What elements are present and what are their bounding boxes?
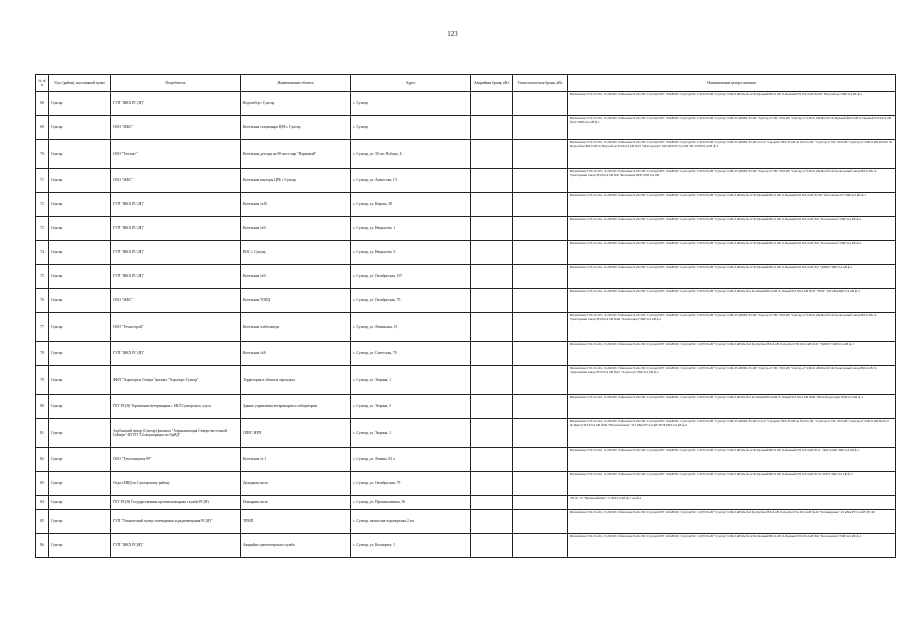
table-row xyxy=(36,289,896,313)
col-header-power-source: Наименование центра питания xyxy=(568,75,896,92)
power-source-cell xyxy=(568,193,896,217)
row-number-text: 86 xyxy=(40,543,44,548)
consumer-cell-text: ООО "Технострой" xyxy=(113,324,144,329)
tech-reserve-cell xyxy=(513,169,568,193)
power-source-cell-text: Вилюйская ГЭС/Л-201, Л-202/ПС Районная/Л-241/ПС Сунтар/ОРУ 110кВ/ПС Сунтар/ПС 110/35/6 кВ "Сунтар"/СШ-6 кВ/Яч.№12 Ф-Правый/ВЛ-6 кВ Л-Правый/ТП 6/0,4 кВ №11 "ДОСААФ"/ЩР-0,4 кВ ф-1 xyxy=(570,448,860,452)
consumer-cell xyxy=(111,169,241,193)
address-cell-text: с. Сунтар, ул. Промышленная, 36 xyxy=(353,500,406,505)
consumer-cell-text: ООО "Теплоэнергия-99" xyxy=(113,457,152,462)
consumer-cell-text: ГУП "Технический центр телевидения и радиовещания РС(Я)" xyxy=(113,519,213,524)
consumer-cell-text: ООО "Теплая+" xyxy=(113,151,138,156)
consumer-cell xyxy=(111,140,241,169)
table-row xyxy=(36,496,896,510)
tech-reserve-cell xyxy=(513,140,568,169)
emergency-reserve-cell xyxy=(471,510,513,534)
table-row xyxy=(36,116,896,140)
row-number xyxy=(36,289,49,313)
object-cell-text: Пожарная часть xyxy=(243,500,269,505)
object-cell xyxy=(241,395,351,419)
district-cell xyxy=(49,496,111,510)
address-cell xyxy=(351,395,471,419)
power-source-cell xyxy=(568,448,896,472)
row-number xyxy=(36,241,49,265)
object-cell-text: Котельная хлебозавода xyxy=(243,324,280,329)
table-row xyxy=(36,395,896,419)
object-cell-text: Котельная УОВД xyxy=(243,298,270,303)
power-source-cell-text: Вилюйская ГЭС/Л-201, Л-202/ПС Районная/Л-241/ПС Сунтар/ОРУ 110кВ/ПС Сунтар/ПС 110/35/6 кВ "Сунтар"/СШ-6 кВ/Яч.№12 Ф-Правый/ВЛ-6 кВ Л-Правый/ТП 6/0,4 кВ №2 "ДМШ"/ЩР-0,4 кВ ф-1 xyxy=(570,265,853,269)
object-cell-text: Котельная стационара ЦРБ с Сунтар xyxy=(243,125,301,130)
emergency-reserve-cell xyxy=(471,92,513,116)
tech-reserve-cell xyxy=(513,217,568,241)
power-source-cell xyxy=(568,289,896,313)
power-source-cell-text: Вилюйская ГЭС/Л-201, Л-202/ПС Районная/Л-241/ПС Сунтар/ОРУ 110кВ/ПС Сунтар/ПС 110/35/6 кВ "Сунтар"/СШ-35 кВ/ВЛ-35 кВ "Сунтар-2"/ПС 35/6 кВ "Сунтар-2"/СШ-6 кВ/Яч.№3 Ф-Тракторный завод/ВЛ-6 кВ Л-Тракторный завод/ТП 6/0,4 кВ №49 "Хлебозавод"/ЩР-0,4 кВ ф-1 xyxy=(570,313,877,322)
row-number-text: 85 xyxy=(40,519,44,524)
address-cell xyxy=(351,342,471,366)
object-cell xyxy=(241,472,351,496)
consumer-cell xyxy=(111,116,241,140)
address-cell xyxy=(351,366,471,395)
row-number xyxy=(36,342,49,366)
consumer-cell xyxy=(111,510,241,534)
row-number xyxy=(36,169,49,193)
address-cell-text: с. Сунтар, ул. Тюрина, 1 xyxy=(353,377,391,382)
power-source-cell xyxy=(568,534,896,558)
district-cell-text: Сунтар xyxy=(51,274,63,279)
tech-reserve-cell xyxy=(513,472,568,496)
power-source-cell xyxy=(568,169,896,193)
tech-reserve-cell xyxy=(513,193,568,217)
row-number xyxy=(36,510,49,534)
row-number xyxy=(36,193,49,217)
power-source-cell-text: Вилюйская ГЭС/Л-201, Л-202/ПС Районная/Л-241/ПС Сунтар/ОРУ 110кВ/ПС Сунтар/ПС 110/35/6 кВ "Сунтар"/СШ-6 кВ/Яч.№12 Ф-Правый/ВЛ-6 кВ Л-Правый/ТП 6/0,4 кВ №6 "Котельная-9"/ЩР-0,4 кВ ф-1 xyxy=(570,534,862,538)
row-number xyxy=(36,534,49,558)
object-cell xyxy=(241,265,351,289)
table-row xyxy=(36,366,896,395)
district-cell-text: Сунтар xyxy=(51,543,63,548)
object-cell xyxy=(241,366,351,395)
object-cell-text: ТРМП xyxy=(243,519,254,524)
address-cell-text: с. Сунтар, ул. Октябрьская, 79 xyxy=(353,298,401,303)
district-cell xyxy=(49,193,111,217)
district-cell-text: Сунтар xyxy=(51,226,63,231)
power-source-cell-text: Вилюйская ГЭС/Л-201, Л-202/ПС Районная/Л-241/ПС Сунтар/ОРУ 110кВ/ПС Сунтар/ПС 110/35/6 кВ "Сунтар"/СШ-6 кВ/Яч.№3 Ф-Левый/ВЛ-6 кВ Л-Левый/ТП 6/0,4 кВ №70 "ПТО" 250 кВА/ЩР-0,4 кВ ф-3 xyxy=(570,289,860,293)
address-cell-text: с. Сунтар, ул. Ленина, 81 а xyxy=(353,457,395,462)
consumer-cell xyxy=(111,265,241,289)
tech-reserve-cell xyxy=(513,92,568,116)
object-cell-text: Аварийно-диспетчерская служба xyxy=(243,543,295,548)
table-row xyxy=(36,313,896,342)
power-source-cell xyxy=(568,265,896,289)
district-cell-text: Сунтар xyxy=(51,125,63,130)
col-header-consumer: Потребитель xyxy=(111,75,241,92)
col-header-object: Наименование объекта xyxy=(241,75,351,92)
emergency-reserve-cell xyxy=(471,193,513,217)
table-row xyxy=(36,140,896,169)
address-cell xyxy=(351,265,471,289)
object-cell xyxy=(241,534,351,558)
address-cell xyxy=(351,241,471,265)
tech-reserve-cell xyxy=(513,419,568,448)
row-number-text: 81 xyxy=(40,430,44,435)
district-cell-text: Сунтар xyxy=(51,202,63,207)
tech-reserve-cell xyxy=(513,313,568,342)
row-number-text: 71 xyxy=(40,178,44,183)
power-source-cell-text: Вилюйская ГЭС/Л-201, Л-202/ПС Районная/Л-241/ПС Сунтар/ОРУ 110кВ/ПС Сунтар/ПС 110/35/6 кВ "Сунтар"/СШ-6 кВ/Яч.№12 Ф-Правый/ВЛ-6 кВ Л-Правый/ТП 6/0,4 кВ №6 "Котельная-9"/ЩР-0,4 кВ ф-2 xyxy=(570,217,862,221)
object-cell xyxy=(241,140,351,169)
district-cell xyxy=(49,169,111,193)
row-number xyxy=(36,313,49,342)
address-cell-text: с. Сунтар, ул. Кирова, 38 xyxy=(353,202,392,207)
district-cell xyxy=(49,217,111,241)
consumer-cell-text: ГУП "ЖКХ РС (Я)" xyxy=(113,351,145,356)
row-number xyxy=(36,265,49,289)
district-cell-text: Сунтар xyxy=(51,377,63,382)
address-cell xyxy=(351,448,471,472)
consumer-cell-text: ООО "ЖКС" xyxy=(113,125,134,130)
address-cell-text: с. Сунтар, ул. Некрасова, 3 xyxy=(353,250,396,255)
district-cell xyxy=(49,289,111,313)
district-cell xyxy=(49,140,111,169)
row-number-text: 76 xyxy=(40,298,44,303)
consumer-cell xyxy=(111,313,241,342)
table-header-row xyxy=(36,75,896,92)
district-cell-text: Сунтар xyxy=(51,101,63,106)
tech-reserve-cell xyxy=(513,510,568,534)
address-cell xyxy=(351,510,471,534)
address-cell-text: с. Сунтар xyxy=(353,101,368,106)
col-header-address: Адрес xyxy=(351,75,471,92)
power-source-cell-text: Вилюйская ГЭС/Л-201, Л-202/ПС Районная/Л-241/ПС Сунтар/ОРУ 110кВ/ПС Сунтар/ПС 110/35/6 кВ "Сунтар"/СШ-6 кВ/Яч.№3 Ф-Левый/ВЛ-6 кВ Л-Левый/ТП 6/0,4 кВ №60 "Ветлаборатория"/ЩР-0,4 кВ ф-1 xyxy=(570,395,863,399)
row-number-text: 83 xyxy=(40,481,44,486)
consumer-cell-text: ГУП "ЖКХ РС(Я)" xyxy=(113,543,144,548)
power-supply-table xyxy=(35,74,896,558)
district-cell xyxy=(49,92,111,116)
address-cell xyxy=(351,140,471,169)
tech-reserve-cell xyxy=(513,289,568,313)
object-cell-text: Котельная №9 xyxy=(243,274,266,279)
consumer-cell xyxy=(111,342,241,366)
address-cell-text: с. Сунтар, пятисотка-аэропортная 2 шт xyxy=(353,519,415,524)
row-number xyxy=(36,472,49,496)
emergency-reserve-cell xyxy=(471,116,513,140)
consumer-cell-text: ГУП "ЖКХ РС (Я)" xyxy=(113,250,145,255)
row-number-text: 73 xyxy=(40,226,44,231)
district-cell-text: Сунтар xyxy=(51,298,63,303)
power-source-cell xyxy=(568,313,896,342)
object-cell-text: Здание управления ветеринарии и лаборатории xyxy=(243,404,318,409)
object-cell xyxy=(241,217,351,241)
row-number-text: 82 xyxy=(40,457,44,462)
object-cell xyxy=(241,342,351,366)
address-cell-text: с. Сунтар, ул. Октябрьская, 107 xyxy=(353,274,403,279)
table-row xyxy=(36,472,896,496)
consumer-cell xyxy=(111,217,241,241)
consumer-cell-text: ГУП "ЖКХ РС (Я)" xyxy=(113,202,145,207)
power-source-cell-text: Вилюйская ГЭС/Л-201, Л-202/ПС Районная/Л-241/ПС Сунтар/ОРУ 110кВ/ПС Сунтар/ПС 110/35/6 кВ "Сунтар"/СШ-35 кВ/ВЛ-35 кВ Л-312 "Сардана"/ВЛ-35 кВ оп.№10 к ПС "Сунтар-2"/ПС 35/6 кВ "Сунтар-2"/СШ-6 кВ/Яч.№5 Ф-Водозабор/ВЛ-6 кВ Л-Водозабор/ТП 6/0,4 кВ №25 "Мастерская" 630 кВА/РУ 0,4 кВ ТП 25/ВЛ 0,4 кВ ф-3 xyxy=(570,140,893,149)
table-row xyxy=(36,448,896,472)
power-source-cell-text: Вилюйская ГЭС/Л-201, Л-202/ПС Районная/Л-241/ПС Сунтар/ОРУ 110кВ/ПС Сунтар/ПС 110/35/6 кВ "Сунтар"/СШ-35 кВ/ВЛ-35 кВ "Сунтар-2"/ПС 35/6 кВ "Сунтар-2"/СШ-6 кВ/Яч.№3 Ф-Правый/ВЛ-6 кВ Л-Правый/ТП 6/0,4 кВ №217/ЩР-0,4 кВ ф-1 xyxy=(570,116,891,125)
power-source-cell-text: Вилюйская ГЭС/Л-201, Л-202/ПС Районная/Л-241/ПС Сунтар/ОРУ 110кВ/ПС Сунтар/ПС 110/35/6 кВ "Сунтар"/СШ-6 кВ/Яч.№4 Ф-Дорбыт/ВЛ-6 кВ Л-Дорбыт/ТА 6/0,4 кВ №40 "Телевидение" 25 кВА/РУ 0,4 кВ ТП 40 xyxy=(570,510,875,514)
row-number xyxy=(36,140,49,169)
table-row xyxy=(36,217,896,241)
object-cell-text: Котельная конторы ЦРБ с Сунтар xyxy=(243,178,296,183)
emergency-reserve-cell xyxy=(471,265,513,289)
col-header-district: Улус (район), населенный пункт xyxy=(49,75,111,92)
address-cell xyxy=(351,534,471,558)
address-cell-text: с. Сунтар, ул. Тюрина, 1 xyxy=(353,430,391,435)
emergency-reserve-cell xyxy=(471,496,513,510)
tech-reserve-cell xyxy=(513,448,568,472)
district-cell xyxy=(49,419,111,448)
tech-reserve-cell xyxy=(513,241,568,265)
table-row xyxy=(36,510,896,534)
object-cell-text: Котельная № 1 xyxy=(243,457,267,462)
consumer-cell-text: ГУП "ЖКХ РС (Я)" xyxy=(113,274,145,279)
district-cell-text: Сунтар xyxy=(51,457,63,462)
district-cell-text: Сунтар xyxy=(51,430,63,435)
district-cell xyxy=(49,342,111,366)
table-row xyxy=(36,193,896,217)
object-cell xyxy=(241,419,351,448)
object-cell xyxy=(241,448,351,472)
object-cell xyxy=(241,510,351,534)
consumer-cell-text: ООО "ЖКС" xyxy=(113,298,134,303)
district-cell-text: Сунтар xyxy=(51,250,63,255)
address-cell xyxy=(351,496,471,510)
emergency-reserve-cell xyxy=(471,169,513,193)
row-number-text: 80 xyxy=(40,404,44,409)
row-number-text: 70 xyxy=(40,151,44,156)
row-number-text: 77 xyxy=(40,324,44,329)
object-cell-text: Котельная детсада на 90 мест мкр "Парковый" xyxy=(243,151,317,156)
table-row xyxy=(36,265,896,289)
object-cell-text: Котельная №8 xyxy=(243,351,266,356)
consumer-cell xyxy=(111,496,241,510)
tech-reserve-cell xyxy=(513,534,568,558)
object-cell-text: ОПРС НРП xyxy=(243,430,262,435)
emergency-reserve-cell xyxy=(471,241,513,265)
address-cell-text: с. Сунтар, ул. Тюрина, 3 xyxy=(353,404,391,409)
row-number-text: 72 xyxy=(40,202,44,207)
tech-reserve-cell xyxy=(513,496,568,510)
col-header-number: № п/п xyxy=(36,75,49,92)
consumer-cell-text: ГУП "ЖКХ РС (Я)" xyxy=(113,101,145,106)
address-cell-text: с. Сунтар, ул. Октябрьская, 79 xyxy=(353,481,401,486)
emergency-reserve-cell xyxy=(471,313,513,342)
emergency-reserve-cell xyxy=(471,217,513,241)
object-cell xyxy=(241,289,351,313)
row-number-text: 78 xyxy=(40,351,44,356)
object-cell xyxy=(241,241,351,265)
district-cell-text: Сунтар xyxy=(51,351,63,356)
object-cell-text: Дежурная часть xyxy=(243,481,269,486)
power-source-cell-text: Вилюйская ГЭС/Л-201, Л-202/ПС Районная/Л-241/ПС Сунтар/ОРУ 110кВ/ПС Сунтар/ПС 110/35/6 кВ "Сунтар"/СШ-6 кВ/Яч.№12 Ф-Правый/ВЛ-6 кВ Л-Правый/ТП 6/0,4 кВ №205 "Водозабор"/ЩР-0,4 кВ ф-1 xyxy=(570,92,863,96)
address-cell xyxy=(351,419,471,448)
emergency-reserve-cell xyxy=(471,366,513,395)
row-number xyxy=(36,116,49,140)
address-cell xyxy=(351,217,471,241)
district-cell-text: Сунтар xyxy=(51,404,63,409)
consumer-cell-text: Аэрбанский центр (Сунтар) филиала "Аэронавигация Северо-восточной Сибири" ФГУП "Госкорпорация по ОрВД" xyxy=(113,428,227,437)
tech-reserve-cell xyxy=(513,265,568,289)
row-number-text: 84 xyxy=(40,500,44,505)
object-cell xyxy=(241,193,351,217)
tech-reserve-cell xyxy=(513,116,568,140)
tech-reserve-cell xyxy=(513,366,568,395)
address-cell-text: с. Сунтар, ул. Советская, 70 xyxy=(353,351,397,356)
table-row xyxy=(36,169,896,193)
consumer-cell xyxy=(111,472,241,496)
emergency-reserve-cell xyxy=(471,448,513,472)
address-cell xyxy=(351,92,471,116)
object-cell-text: Котельная №10 xyxy=(243,202,268,207)
district-cell xyxy=(49,116,111,140)
consumer-cell xyxy=(111,92,241,116)
consumer-cell-text: ООО "ЖКС" xyxy=(113,178,134,183)
object-cell-text: Котельная №9 xyxy=(243,226,266,231)
consumer-cell xyxy=(111,289,241,313)
row-number xyxy=(36,419,49,448)
consumer-cell xyxy=(111,419,241,448)
address-cell xyxy=(351,169,471,193)
object-cell-text: Территория и объекты аэропорта xyxy=(243,377,295,382)
power-source-cell xyxy=(568,419,896,448)
power-source-cell-text: ТП № 15 "Промкомбинат" от ВЛ 0,4 кВ ф-1 оп.№3 xyxy=(570,496,641,500)
district-cell xyxy=(49,313,111,342)
power-source-cell xyxy=(568,217,896,241)
address-cell-text: с. Сунтар, ул. Некрасова, 1 xyxy=(353,226,396,231)
power-source-cell-text: Вилюйская ГЭС/Л-201, Л-202/ПС Районная/Л-241/ПС Сунтар/ОРУ 110кВ/ПС Сунтар/ПС 110/35/6 кВ "Сунтар"/СШ-6 кВ/Яч.№12 Ф-Правый/ВЛ-6 кВ Л-Правый/ТП 6/0,4 кВ №70 "ПТО"/ЩР-0,4 кВ ф-3 xyxy=(570,472,853,476)
object-cell xyxy=(241,116,351,140)
emergency-reserve-cell xyxy=(471,289,513,313)
consumer-cell-text: ФКП "Аэропорты Севера" филиал "Аэропорт Сунтар" xyxy=(113,377,199,382)
row-number xyxy=(36,92,49,116)
row-number-text: 74 xyxy=(40,250,44,255)
power-source-cell xyxy=(568,92,896,116)
emergency-reserve-cell xyxy=(471,472,513,496)
district-cell xyxy=(49,265,111,289)
row-number xyxy=(36,448,49,472)
row-number xyxy=(36,217,49,241)
consumer-cell xyxy=(111,241,241,265)
object-cell xyxy=(241,92,351,116)
district-cell-text: Сунтар xyxy=(51,151,63,156)
address-cell xyxy=(351,313,471,342)
district-cell xyxy=(49,510,111,534)
consumer-cell xyxy=(111,395,241,419)
address-cell xyxy=(351,193,471,217)
address-cell-text: с. Сунтар, ул. 30 лет Победы, 6 xyxy=(353,151,402,156)
power-source-cell xyxy=(568,241,896,265)
district-cell xyxy=(49,472,111,496)
row-number xyxy=(36,395,49,419)
row-number-text: 68 xyxy=(40,101,44,106)
table-row xyxy=(36,342,896,366)
consumer-cell xyxy=(111,366,241,395)
power-source-cell-text: Вилюйская ГЭС/Л-201, Л-202/ПС Районная/Л-241/ПС Сунтар/ОРУ 110кВ/ПС Сунтар/ПС 110/35/6 кВ "Сунтар"/СШ-35 кВ/ВЛ-35 кВ "Сунтар-2"/ПС 35/6 кВ "Сунтар-2"/СШ-6 кВ/Яч.№3 Ф-Тракторный завод/ВЛ-6 кВ Л-Тракторный завод/ТП 6/0,4 кВ №47 "Аэропорт"/ЩР-0,4 кВ ф-1 xyxy=(570,366,877,375)
emergency-reserve-cell xyxy=(471,342,513,366)
object-cell-text: ВОС с Сунтар xyxy=(243,250,266,255)
row-number-text: 69 xyxy=(40,125,44,130)
consumer-cell-text: Отдел МВД по Сунтарскому району xyxy=(113,481,170,486)
emergency-reserve-cell xyxy=(471,395,513,419)
object-cell-text: Водозабор с Сунтар xyxy=(243,101,275,106)
consumer-cell xyxy=(111,193,241,217)
district-cell xyxy=(49,366,111,395)
table-row xyxy=(36,241,896,265)
consumer-cell-text: ГБУ РС(Я) Государственная противопожарная служба РС(Я) xyxy=(113,500,209,505)
object-cell xyxy=(241,496,351,510)
emergency-reserve-cell xyxy=(471,534,513,558)
power-source-cell xyxy=(568,510,896,534)
power-source-cell xyxy=(568,496,896,510)
tech-reserve-cell xyxy=(513,342,568,366)
power-source-cell xyxy=(568,140,896,169)
address-cell xyxy=(351,289,471,313)
address-cell-text: с. Сунтар, ул. Ленинская, 13 xyxy=(353,324,398,329)
district-cell-text: Сунтар xyxy=(51,178,63,183)
table-row xyxy=(36,534,896,558)
power-source-cell xyxy=(568,366,896,395)
power-source-cell xyxy=(568,395,896,419)
row-number-text: 75 xyxy=(40,274,44,279)
address-cell xyxy=(351,472,471,496)
table-row xyxy=(36,92,896,116)
district-cell-text: Сунтар xyxy=(51,519,63,524)
power-source-cell-text: Вилюйская ГЭС/Л-201, Л-202/ПС Районная/Л-241/ПС Сунтар/ОРУ 110кВ/ПС Сунтар/ПС 110/35/6 кВ "Сунтар"/СШ-6 кВ/Яч.№4 Ф-Дорбыт/ВЛ-6 кВ Л-Дорбыт/ТП 6/0,4 кВ №31 "ММТС"/ЩР-0,4 кВ ф-1 xyxy=(570,342,854,346)
emergency-reserve-cell xyxy=(471,140,513,169)
district-cell xyxy=(49,534,111,558)
row-number xyxy=(36,366,49,395)
district-cell xyxy=(49,448,111,472)
power-source-cell xyxy=(568,472,896,496)
object-cell xyxy=(241,313,351,342)
district-cell xyxy=(49,395,111,419)
address-cell xyxy=(351,116,471,140)
power-source-cell-text: Вилюйская ГЭС/Л-201, Л-202/ПС Районная/Л-241/ПС Сунтар/ОРУ 110кВ/ПС Сунтар/ПС 110/35/6 кВ "Сунтар"/СШ-6 кВ/Яч.№12 Ф-Правый/ВЛ-6 кВ Л-Правый/ТП 6/0,4 кВ №6 "Котельная-9"/ЩР-0,4 кВ ф-3 xyxy=(570,241,862,245)
district-cell-text: Сунтар xyxy=(51,324,63,329)
address-cell-text: с. Сунтар, ул. Аммосова, 1/1 xyxy=(353,178,398,183)
district-cell xyxy=(49,241,111,265)
district-cell-text: Сунтар xyxy=(51,500,63,505)
address-cell-text: с. Сунтар xyxy=(353,125,368,130)
page-number: 123 xyxy=(447,30,458,38)
district-cell-text: Сунтар xyxy=(51,481,63,486)
emergency-reserve-cell xyxy=(471,419,513,448)
power-source-cell-text: Вилюйская ГЭС/Л-201, Л-202/ПС Районная/Л-241/ПС Сунтар/ОРУ 110кВ/ПС Сунтар/ПС 110/35/6 кВ "Сунтар"/СШ-6 кВ/Яч.№12 Ф-Правый/ВЛ-6 кВ Л-Правый/ТП 6/0,4 кВ №105 "Котельная-10"/ЩР-0,4 кВ ф-1 xyxy=(570,193,867,197)
power-source-cell-text: Вилюйская ГЭС/Л-201, Л-202/ПС Районная/Л-241/ПС Сунтар/ОРУ 110кВ/ПС Сунтар/ПС 110/35/6 кВ "Сунтар"/СШ-35 кВ/ВЛ-35 кВ Л-312 "Сардана"/ВЛ-35 кВ оп.№10 к ПС "Сунтар-2"/ПС 35/6 кВ "Сунтар-2"/СШ-6 кВ/Яч.№ 9 Ф-Центр/ТП 6/0,4 кВ №84 "Ветлечебница" 315 кВА/РУ 0,4 кВ ТП 84/ВЛ 0,4 кВ ф-2 xyxy=(570,419,889,428)
row-number-text: 79 xyxy=(40,377,44,382)
address-cell-text: с. Сунтар, ул. Кооперата, 1 xyxy=(353,543,395,548)
table-body xyxy=(36,92,896,558)
power-source-cell xyxy=(568,342,896,366)
tech-reserve-cell xyxy=(513,395,568,419)
power-source-cell xyxy=(568,116,896,140)
consumer-cell xyxy=(111,534,241,558)
row-number xyxy=(36,496,49,510)
consumer-cell xyxy=(111,448,241,472)
col-header-emergency-reserve: Аварийная броня, кВт xyxy=(471,75,513,92)
consumer-cell-text: ГБУ РС(Я) Управление ветеринарии с БВЛ Сунтарского улуса xyxy=(113,404,211,409)
object-cell xyxy=(241,169,351,193)
col-header-tech-reserve: Технологическая броня, кВт xyxy=(513,75,568,92)
table-row xyxy=(36,419,896,448)
consumer-cell-text: ГУП "ЖКХ РС (Я)" xyxy=(113,226,145,231)
power-source-cell-text: Вилюйская ГЭС/Л-201, Л-202/ПС Районная/Л-241/ПС Сунтар/ОРУ 110кВ/ПС Сунтар/ПС 110/35/6 кВ "Сунтар"/СШ-35 кВ/ВЛ-35 кВ "Сунтар-2"/ПС 35/6 кВ "Сунтар-2"/СШ-6 кВ/Яч.№3 Ф-Тракторный завод/ВЛ-6 кВ Л-Тракторный завод/ТП 6/0,4 кВ №8 "Котельная ЦРБ"/ЩР 0,4 кВ xyxy=(570,169,877,178)
